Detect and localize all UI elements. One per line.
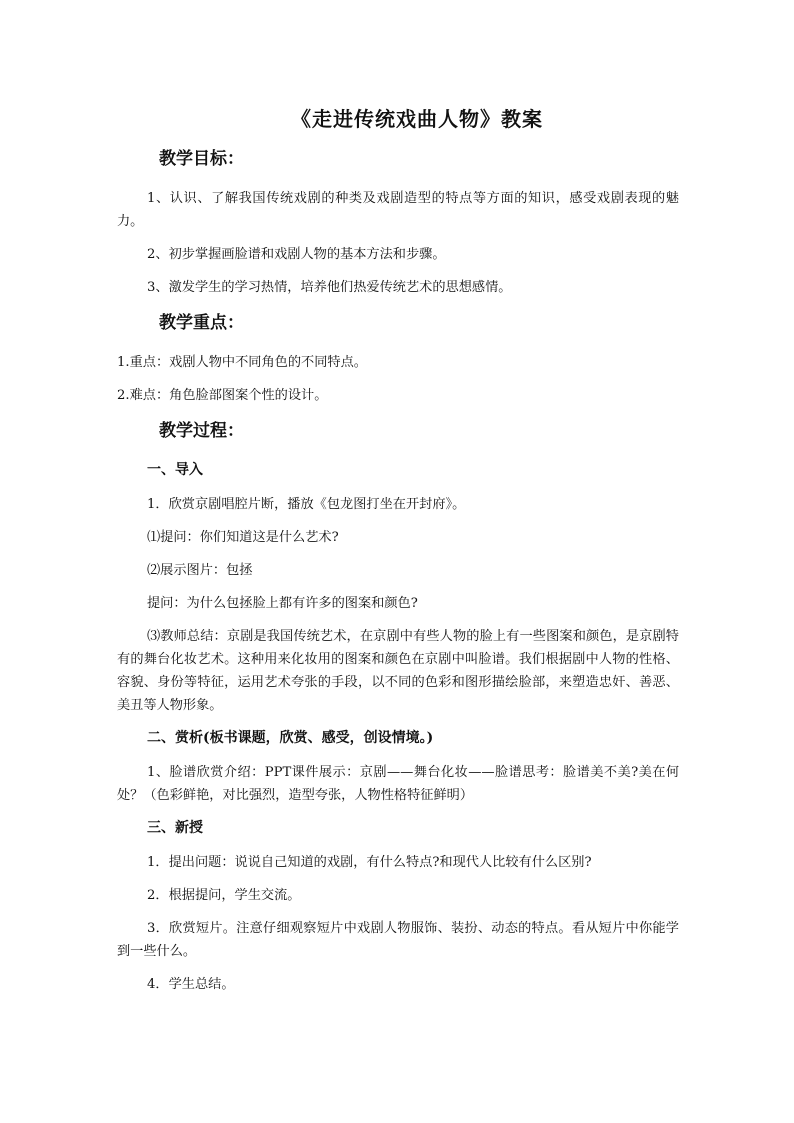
appreciation-item-1: 1、脸谱欣赏介绍：PPT课件展示：京剧——舞台化妆——脸谱思考：脸谱美不美?美在何处？（色彩鲜艳，对比强烈，造型夸张，人物性格特征鲜明）	[117, 765, 679, 803]
intro-item-3: ⑵展示图片：包拯	[147, 563, 253, 578]
key-points-heading: 教学重点：	[159, 313, 244, 333]
new-lesson-item-1: 1．提出问题：说说自己知道的戏剧，有什么特点?和现代人比较有什么区别?	[147, 855, 592, 870]
appreciation-heading: 二、赏析(板书课题，欣赏、感受，创设情境。)	[147, 730, 434, 746]
objectives-heading: 教学目标：	[159, 149, 244, 169]
document-body	[117, 145, 679, 1006]
key-point-item-2: 2.难点：角色脸部图案个性的设计。	[117, 388, 328, 403]
objective-item-1: 1、认识、了解我国传统戏剧的种类及戏剧造型的特点等方面的知识，感受戏剧表现的魅力。	[117, 191, 679, 229]
document-title: 《走进传统戏曲人物》教案	[291, 107, 543, 131]
objective-item-2: 2、初步掌握画脸谱和戏剧人物的基本方法和步骤。	[147, 247, 446, 262]
new-lesson-heading: 三、新授	[147, 820, 203, 836]
intro-item-5: ⑶教师总结：京剧是我国传统艺术，在京剧中有些人物的脸上有一些图案和颜色，是京剧特有的舞台化妆艺术。这种用来化妆用的图案和颜色在京剧中叫脸谱。我们根据剧中人物的性格、容貌、身份等特征，运用艺术夸张的手段，以不同的色彩和图形描绘脸部，来塑造忠奸、善恶、美丑等人物形象。	[117, 629, 679, 713]
intro-item-2: ⑴提问：你们知道这是什么艺术?	[147, 530, 339, 545]
new-lesson-item-4: 4．学生总结。	[147, 977, 235, 992]
intro-item-4: 提问：为什么包拯脸上都有许多的图案和颜色?	[147, 596, 418, 611]
intro-heading: 一、导入	[147, 462, 203, 478]
new-lesson-item-3: 3．欣赏短片。注意仔细观察短片中戏剧人物服饰、装扮、动态的特点。看从短片中你能学到一些什么。	[117, 921, 679, 959]
key-point-item-1: 1.重点：戏剧人物中不同角色的不同特点。	[117, 355, 367, 370]
objective-item-3: 3、激发学生的学习热情，培养他们热爱传统艺术的思想感情。	[147, 280, 512, 295]
new-lesson-item-2: 2．根据提问，学生交流。	[147, 888, 301, 903]
intro-item-1: 1．欣赏京剧唱腔片断，播放《包龙图打坐在开封府》。	[147, 497, 466, 512]
process-heading: 教学过程：	[159, 421, 244, 441]
